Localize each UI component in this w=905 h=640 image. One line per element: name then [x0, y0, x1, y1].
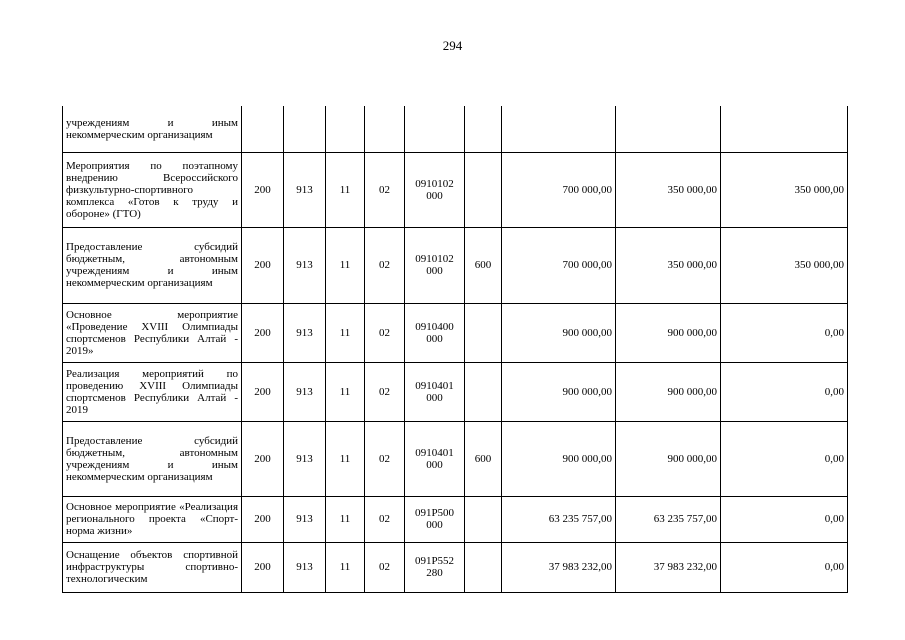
budget-table — [62, 106, 848, 593]
admin-code-cell: 200 — [242, 152, 284, 227]
amount-year1-cell: 63 235 757,00 — [616, 496, 721, 542]
expense-type-cell — [465, 542, 502, 592]
section-code-cell: 11 — [326, 542, 365, 592]
amount-year2-cell: 0,00 — [721, 303, 848, 362]
target-article-cell: 0910102 000 — [405, 152, 465, 227]
amount-year2-cell: 350 000,00 — [721, 152, 848, 227]
ministry-code-cell: 913 — [284, 303, 326, 362]
row-name-cell: Реализация мероприятий по проведению XVIII Олимпиады спортсменов Республики Алтай - 2019 — [63, 362, 242, 421]
admin-code-cell: 200 — [242, 303, 284, 362]
row-name-cell: Основное мероприятие «Реализация регионального проекта «Спорт-норма жизни» — [63, 496, 242, 542]
amount-total-cell — [502, 106, 616, 152]
amount-year1-cell: 900 000,00 — [616, 421, 721, 496]
ministry-code-cell: 913 — [284, 542, 326, 592]
amount-total-cell: 37 983 232,00 — [502, 542, 616, 592]
expense-type-cell — [465, 152, 502, 227]
page-number: 294 — [442, 38, 463, 53]
amount-year1-cell: 900 000,00 — [616, 362, 721, 421]
subsection-code-cell: 02 — [365, 362, 405, 421]
table-row — [63, 152, 848, 227]
table-row — [63, 106, 848, 152]
ministry-code-cell: 913 — [284, 496, 326, 542]
expense-type-cell: 600 — [465, 227, 502, 303]
row-name-cell: Мероприятия по поэтапному внедрению Всероссийского физкультурно-спортивного комплекса «Готов к труду и обороне» (ГТО) — [63, 152, 242, 227]
amount-year2-cell: 0,00 — [721, 496, 848, 542]
ministry-code-cell: 913 — [284, 227, 326, 303]
amount-year2-cell: 350 000,00 — [721, 227, 848, 303]
ministry-code-cell: 913 — [284, 152, 326, 227]
subsection-code-cell: 02 — [365, 152, 405, 227]
table-row — [63, 542, 848, 592]
table-row — [63, 227, 848, 303]
amount-total-cell: 900 000,00 — [502, 362, 616, 421]
subsection-code-cell: 02 — [365, 227, 405, 303]
amount-total-cell: 63 235 757,00 — [502, 496, 616, 542]
target-article-cell — [405, 106, 465, 152]
admin-code-cell: 200 — [242, 362, 284, 421]
section-code-cell: 11 — [326, 362, 365, 421]
table-row — [63, 303, 848, 362]
row-name-cell: учреждениям и иным некоммерческим организациям — [63, 106, 242, 152]
expense-type-cell — [465, 496, 502, 542]
section-code-cell — [326, 106, 365, 152]
section-code-cell: 11 — [326, 152, 365, 227]
target-article-cell: 0910401 000 — [405, 421, 465, 496]
subsection-code-cell — [365, 106, 405, 152]
admin-code-cell: 200 — [242, 227, 284, 303]
admin-code-cell: 200 — [242, 496, 284, 542]
amount-year1-cell: 350 000,00 — [616, 152, 721, 227]
amount-total-cell: 900 000,00 — [502, 421, 616, 496]
expense-type-cell — [465, 362, 502, 421]
expense-type-cell — [465, 106, 502, 152]
amount-year2-cell: 0,00 — [721, 421, 848, 496]
row-name-cell: Предоставление субсидий бюджетным, автономным учреждениям и иным некоммерческим организациям — [63, 421, 242, 496]
admin-code-cell: 200 — [242, 421, 284, 496]
target-article-cell: 0910102 000 — [405, 227, 465, 303]
ministry-code-cell: 913 — [284, 421, 326, 496]
amount-total-cell: 700 000,00 — [502, 152, 616, 227]
target-article-cell: 091P500 000 — [405, 496, 465, 542]
amount-year2-cell — [721, 106, 848, 152]
amount-total-cell: 700 000,00 — [502, 227, 616, 303]
expense-type-cell: 600 — [465, 421, 502, 496]
amount-year1-cell — [616, 106, 721, 152]
ministry-code-cell — [284, 106, 326, 152]
subsection-code-cell: 02 — [365, 421, 405, 496]
section-code-cell: 11 — [326, 496, 365, 542]
subsection-code-cell: 02 — [365, 542, 405, 592]
target-article-cell: 091P552 280 — [405, 542, 465, 592]
target-article-cell: 0910401 000 — [405, 362, 465, 421]
target-article-cell: 0910400 000 — [405, 303, 465, 362]
section-code-cell: 11 — [326, 227, 365, 303]
amount-year1-cell: 37 983 232,00 — [616, 542, 721, 592]
subsection-code-cell: 02 — [365, 496, 405, 542]
amount-year2-cell: 0,00 — [721, 542, 848, 592]
amount-total-cell: 900 000,00 — [502, 303, 616, 362]
amount-year2-cell: 0,00 — [721, 362, 848, 421]
table-row — [63, 362, 848, 421]
section-code-cell: 11 — [326, 303, 365, 362]
section-code-cell: 11 — [326, 421, 365, 496]
ministry-code-cell: 913 — [284, 362, 326, 421]
table-row — [63, 421, 848, 496]
row-name-cell: Основное мероприятие «Проведение XVIII Олимпиады спортсменов Республики Алтай - 2019» — [63, 303, 242, 362]
admin-code-cell: 200 — [242, 542, 284, 592]
admin-code-cell — [242, 106, 284, 152]
row-name-cell: Предоставление субсидий бюджетным, автономным учреждениям и иным некоммерческим организациям — [63, 227, 242, 303]
table-row — [63, 496, 848, 542]
expense-type-cell — [465, 303, 502, 362]
amount-year1-cell: 350 000,00 — [616, 227, 721, 303]
amount-year1-cell: 900 000,00 — [616, 303, 721, 362]
subsection-code-cell: 02 — [365, 303, 405, 362]
row-name-cell: Оснащение объектов спортивной инфраструктуры спортивно-технологическим — [63, 542, 242, 592]
